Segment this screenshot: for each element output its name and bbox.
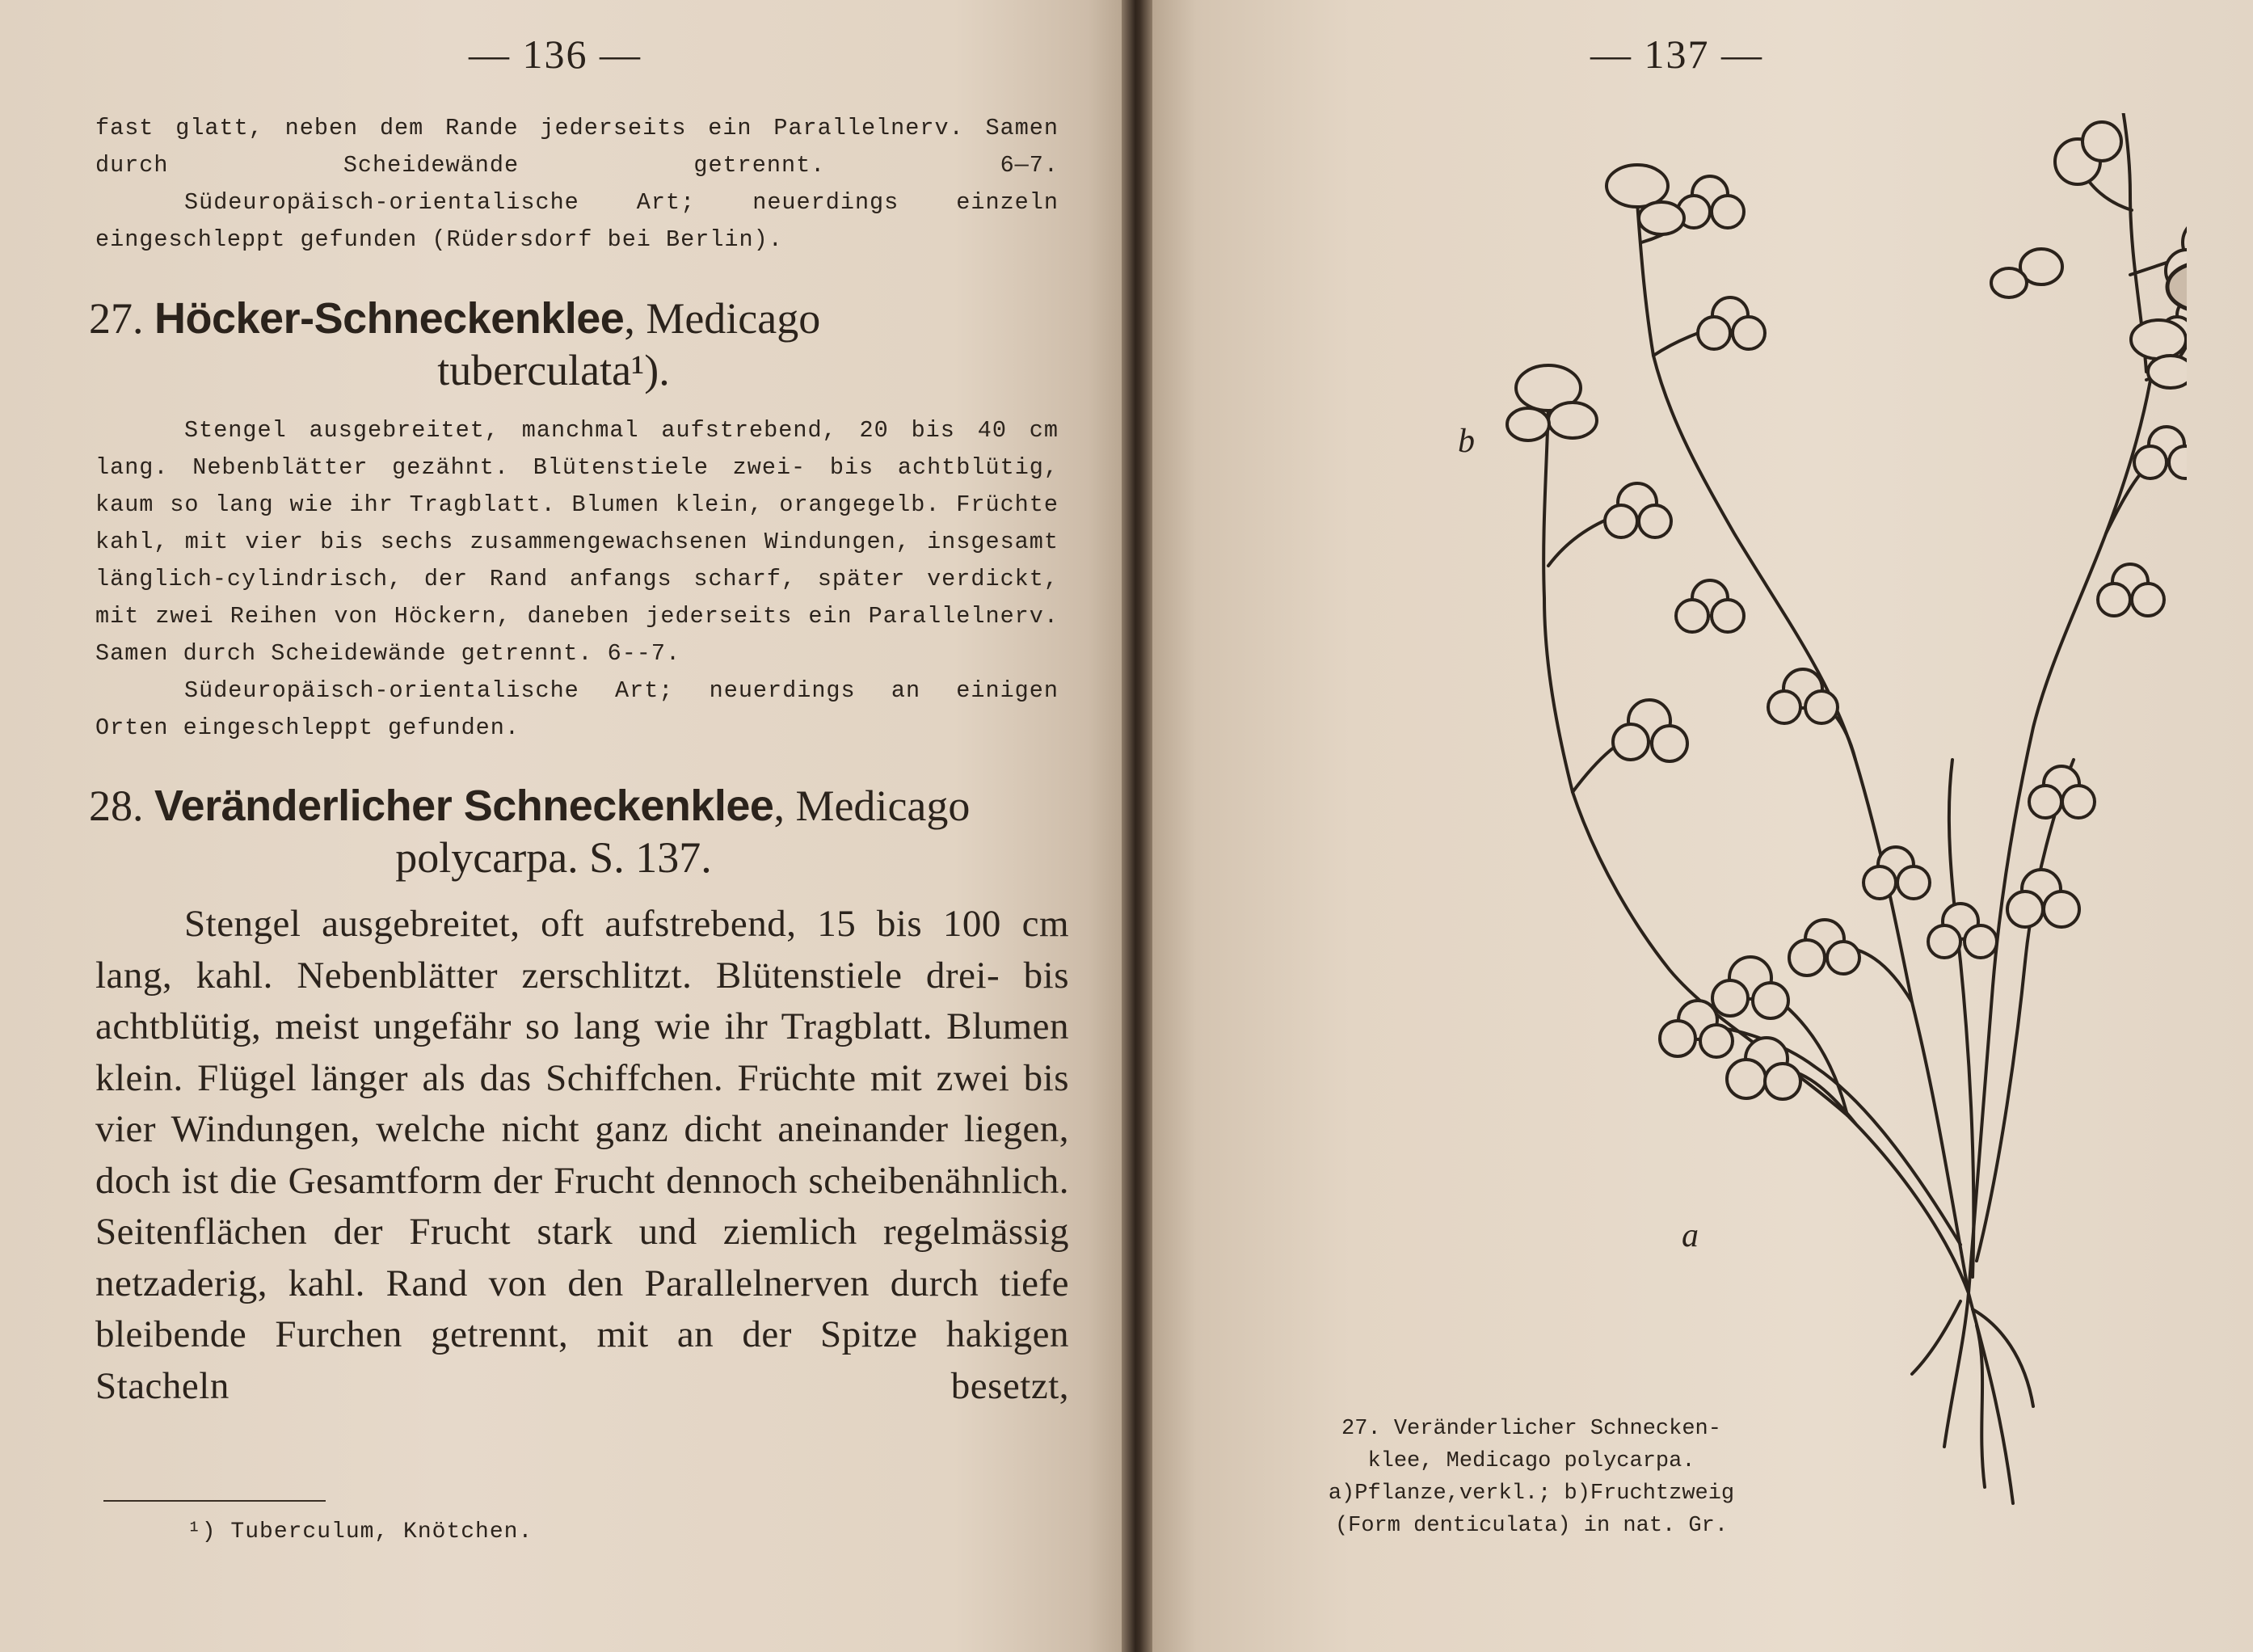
species-28-latin-1: , Medicago (773, 782, 971, 830)
species-27-number: 27. (89, 294, 144, 343)
page-number-left: — 136 — (469, 32, 642, 77)
figure-label-a: a (1682, 1217, 1699, 1254)
book-gutter (1122, 0, 1152, 1652)
figure-label-b: b (1458, 423, 1475, 460)
caption-line-2: klee, Medicago polycarpa. (1367, 1449, 1695, 1473)
page-number-right: — 137 — (1590, 32, 1763, 77)
top-text-block (95, 110, 1059, 259)
right-page (1152, 0, 2253, 1652)
paragraph-seeds: fast glatt, neben dem Rande jederseits ein Parallelnerv. Samen durch Scheidewände getrennt. 6—7. (95, 115, 1059, 179)
paragraph-distribution: Südeuropäisch-orientalische Art; neuerdings einzeln eingeschleppt gefunden (Rüdersdorf bei Berlin). (95, 189, 1059, 253)
species-27-latin-1: , Medicago (624, 294, 821, 343)
species-28-heading (89, 780, 1083, 883)
species-27-latin-2: tuberculata¹). (437, 346, 670, 394)
species-27-paragraph-2: Südeuropäisch-orientalische Art; neuerdings an einigen Orten eingeschleppt gefunden. (95, 677, 1059, 741)
plant-illustration (1330, 113, 2187, 1536)
species-28-number: 28. (89, 782, 144, 830)
species-28-latin-2: polycarpa. S. 137. (395, 833, 712, 882)
left-page (0, 0, 1122, 1652)
species-28-paragraph: Stengel ausgebreitet, oft aufstrebend, 15 bis 100 cm lang, kahl. Nebenblätter zerschlitzt. Blütenstiele drei- bis achtblütig, meist ungefähr so lang wie ihr Tragblatt. Blumen klein. Flügel länger als das Schiffchen. Früchte mit zwei bis vier Windungen, welche nicht ganz dicht aneinander liegen, doch ist die Gesamtform der Frucht dennoch scheibenähnlich. Seitenflächen der Frucht stark und ziemlich regelmässig netzaderig, kahl. Rand von den Parallelnerven durch tiefe bleibende Furchen getrennt, mit an der Spitze hakigen Stacheln besetzt, (95, 903, 1069, 1407)
species-28-description (95, 899, 1069, 1412)
footnote-rule (103, 1500, 326, 1502)
species-27-heading (89, 293, 1083, 396)
species-27-description (95, 412, 1059, 747)
footnote: ¹) Tuberculum, Knötchen. (187, 1519, 533, 1545)
figure-caption (1277, 1413, 1786, 1542)
caption-line-1: 27. Veränderlicher Schnecken- (1341, 1417, 1721, 1441)
species-27-paragraph-1: Stengel ausgebreitet, manchmal aufstrebend, 20 bis 40 cm lang. Nebenblätter gezähnt. Blütenstiele zwei- bis achtblütig, kaum so lang wie ihr Tragblatt. Blumen klein, orangegelb. Früchte kahl, mit vier bis sechs zusammengewachsenen Windungen, insgesamt länglich-cylindrisch, der Rand anfangs scharf, später verdickt, mit zwei Reihen von Höckern, daneben jederseits ein Parallelnerv. Samen durch Scheidewände getrennt. 6--7. (95, 417, 1059, 667)
species-28-german-name: Veränderlicher Schneckenklee (154, 782, 774, 830)
caption-line-4: (Form denticulata) in nat. Gr. (1334, 1514, 1729, 1538)
species-27-german-name: Höcker-Schneckenklee (154, 294, 625, 343)
caption-line-3: a)Pflanze,verkl.; b)Fruchtzweig (1328, 1481, 1735, 1506)
